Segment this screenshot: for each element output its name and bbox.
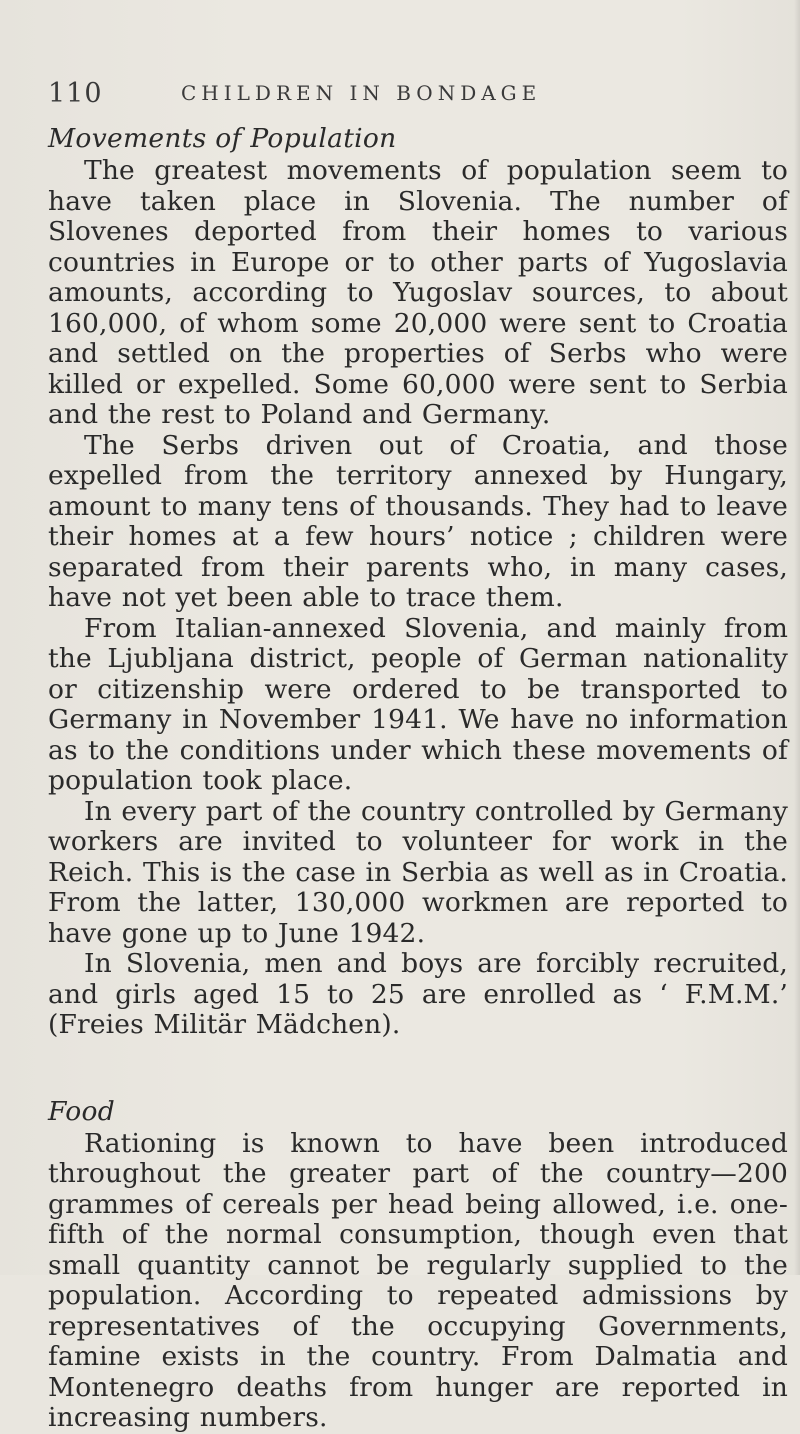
section-heading: Food [48,1095,116,1127]
paragraph: Rationing is known to have been introduced throughout the greater part of the country—200 grammes of cereals per head being allowed, i.e. one-fifth of the normal consumption, though even that small quantity cannot be regularly supplied to the population. According to repeated admissions by representatives of the occupying Governments, famine exists in the country. From Dalmatia and Montenegro deaths from hunger are reported in increasing numbers. [48,1127,788,1433]
paragraph: The Serbs driven out of Croatia, and those expelled from the territory annexed by Hungary, amount to many tens of thousands. They had to leave their homes at a few hours’ notice ; children were separated from their parents who, in many cases, have not yet been able to trace them. [48,429,788,613]
paragraph: In every part of the country controlled by Germany workers are invited to volunteer for work in the Reich. This is the case in Serbia as well as in Croatia. From the latter, 130,000 workmen are reported to have gone up to June 1942. [48,795,789,949]
section-food [48,1095,788,1434]
page-body [48,122,788,1434]
paragraph: From Italian-annexed Slovenia, and mainly from the Ljubljana district, people of German nationality or citizenship were ordered to be transported to Germany in November 1941. We have no information as to the conditions under which these movements of population took place. [48,612,788,796]
section-movements-of-population [48,122,788,1041]
section-heading: Movements of Population [48,123,397,154]
page-number: 110 [48,78,103,109]
paragraph: The greatest movements of population seem to have taken place in Slovenia. The number of Slovenes deported from their homes to various countries in Europe or to other parts of Yugoslavia amounts, according to Yugoslav sources, to about 160,000, of whom some 20,000 were sent to Croatia and settled on the properties of Serbs who were killed or expelled. Some 60,000 were sent to Serbia and the rest to Poland and Germany. [48,155,788,430]
paragraph: In Slovenia, men and boys are forcibly recruited, and girls aged 15 to 25 are enrolled as ‘ F.M.M.’ (Freies Militär Mädchen). [48,948,788,1040]
section-spacer [48,1041,788,1095]
page-header [48,78,752,110]
running-title: CHILDREN IN BONDAGE [181,81,542,105]
page-edge-shadow [794,0,800,1275]
